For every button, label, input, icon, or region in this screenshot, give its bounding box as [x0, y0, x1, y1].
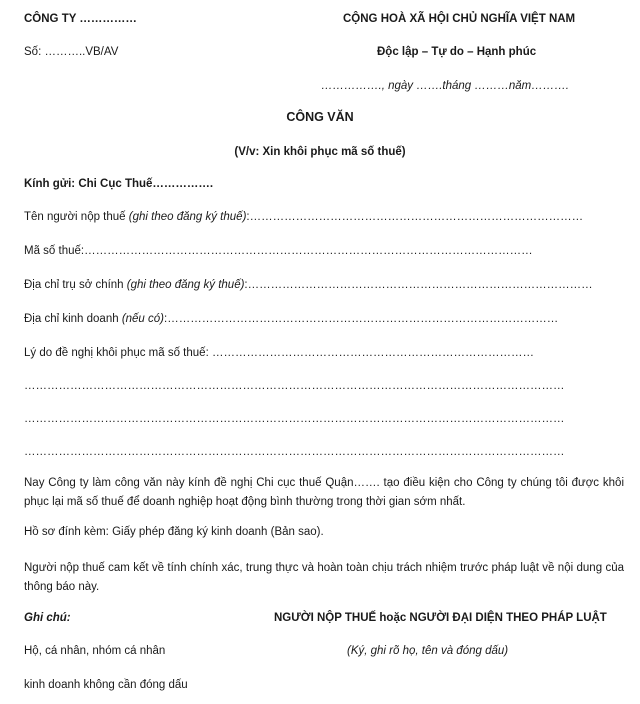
blank-line: …………………………………………………………………………………………………………………………… — [24, 446, 565, 458]
field-suffix: : — [164, 313, 168, 325]
field-dots: ………………………………………………………………………………………… — [167, 313, 559, 325]
company-name: CÔNG TY …………… — [24, 13, 137, 25]
date-line: ……………., ngày …….tháng ………năm………. — [321, 80, 569, 92]
signer-note: (Ký, ghi rõ họ, tên và đóng dấu) — [347, 645, 509, 657]
field-suffix: : — [244, 279, 248, 291]
attachment-line: Hồ sơ đính kèm: Giấy phép đăng ký kinh doanh (Bản sao). — [24, 526, 324, 538]
field-dots: ……………………………………………………………………………………………………… — [84, 245, 533, 257]
field-business-address — [24, 313, 558, 325]
field-taxpayer-name — [24, 211, 583, 223]
field-restore-reason — [24, 347, 534, 359]
field-dots: ……………………………………………………………………………… — [247, 279, 593, 291]
field-note: (ghi theo đăng ký thuế) — [126, 279, 245, 291]
field-label: Lý do đề nghị khôi phục mã số thuế: — [24, 347, 212, 359]
field-dots: ………………………………………………………………………… — [211, 347, 534, 359]
request-paragraph: Nay Công ty làm công văn này kính đề nghị Chi cục thuế Quận……. tạo điều kiện cho Công ty chúng tôi được khôi phục lại mã số thuế để doanh nghiệp hoạt động bình thường trong thời gian sớm nhất. — [24, 477, 624, 508]
document-title: CÔNG VĂN — [286, 110, 354, 124]
field-label: Địa chỉ trụ sở chính — [24, 279, 127, 291]
national-motto: Độc lập – Tự do – Hạnh phúc — [377, 46, 537, 58]
national-title: CỘNG HOÀ XÃ HỘI CHỦ NGHĨA VIỆT NAM — [343, 13, 576, 25]
field-label: Địa chỉ kinh doanh — [24, 313, 122, 325]
field-label: Mã số thuế: — [24, 245, 85, 257]
field-tax-code — [24, 245, 533, 257]
document-number: Số: ………..VB/AV — [24, 46, 119, 58]
field-note: (nếu có) — [121, 313, 164, 325]
note-line-2: kinh doanh không cần đóng dấu — [24, 679, 188, 691]
commitment-paragraph: Người nộp thuế cam kết về tính chính xác, trung thực và hoàn toàn chịu trách nhiệm trước pháp luật về nội dung của thông báo này. — [24, 562, 624, 593]
blank-line: …………………………………………………………………………………………………………………………… — [24, 380, 565, 392]
recipient-line: Kính gửi: Chi Cục Thuế……………. — [24, 178, 214, 190]
note-line-1: Hộ, cá nhân, nhóm cá nhân — [24, 645, 166, 657]
field-suffix: : — [246, 211, 250, 223]
field-head-office-address — [24, 279, 593, 291]
field-label: Tên người nộp thuế — [24, 211, 129, 223]
signer-title: NGƯỜI NỘP THUẾ hoặc NGƯỜI ĐẠI DIỆN THEO PHÁP LUẬT — [274, 612, 607, 624]
document-subject: (V/v: Xin khôi phục mã số thuế) — [234, 146, 406, 158]
field-note: (ghi theo đăng ký thuế) — [128, 211, 247, 223]
field-dots: …………………………………………………………………………… — [249, 211, 584, 223]
blank-line: …………………………………………………………………………………………………………………………… — [24, 413, 565, 425]
note-label: Ghi chú: — [24, 612, 71, 624]
